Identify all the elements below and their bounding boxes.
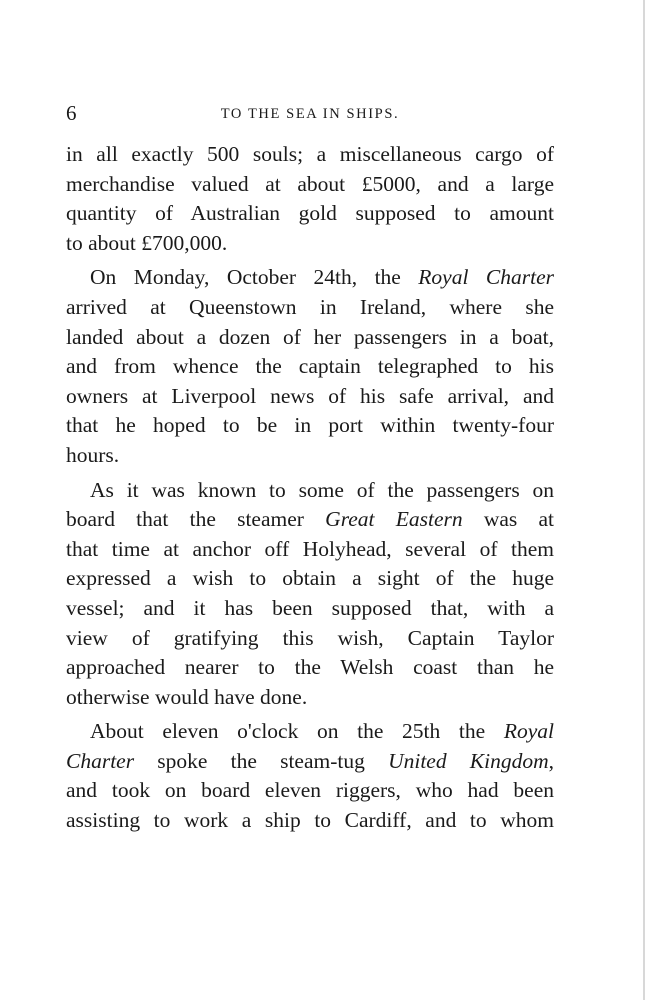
text-line: that he hoped to be in port within twenty-four <box>66 413 554 438</box>
page-header <box>66 100 554 126</box>
text-line: and took on board eleven riggers, who had been <box>66 778 554 803</box>
text-line: As it was known to some of the passengers on <box>90 477 554 502</box>
text-line: approached nearer to the Welsh coast than he <box>66 655 554 680</box>
text-line: landed about a dozen of her passengers in a boat, <box>66 324 554 349</box>
text-line: merchandise valued at about £5000, and a large <box>66 171 554 196</box>
text-line: arrived at Queenstown in Ireland, where she <box>66 294 554 319</box>
text-line: Charter spoke the steam-tug United Kingdom, <box>66 748 554 773</box>
running-head: TO THE SEA IN SHIPS. <box>220 106 400 122</box>
text-line: vessel; and it has been supposed that, with a <box>66 595 554 620</box>
text-line: and from whence the captain telegraphed to his <box>66 354 554 379</box>
text-line: On Monday, October 24th, the Royal Charter <box>90 265 554 290</box>
text-line: otherwise would have done. <box>66 684 308 709</box>
page-number: 6 <box>66 101 77 125</box>
text-line: expressed a wish to obtain a sight of the huge <box>66 566 554 591</box>
text-line: that time at anchor off Holyhead, several of them <box>66 536 554 561</box>
text-line: hours. <box>66 442 120 467</box>
text-line: assisting to work a ship to Cardiff, and to whom <box>66 808 554 833</box>
body-text <box>66 140 554 836</box>
paragraph-3 <box>66 476 554 713</box>
vessel-name: Royal Charter <box>418 265 554 290</box>
vessel-name: Royal <box>503 719 554 744</box>
paragraph-1 <box>66 140 554 258</box>
text-line: quantity of Australian gold supposed to amount <box>66 201 554 226</box>
paragraph-2 <box>66 263 554 470</box>
vessel-name: United Kingdom <box>388 748 549 773</box>
text-line: to about £700,000. <box>66 230 228 255</box>
text-line: owners at Liverpool news of his safe arrival, and <box>66 383 554 408</box>
text-line: board that the steamer Great Eastern was at <box>66 507 554 532</box>
text-line: About eleven o'clock on the 25th the Royal <box>90 719 554 744</box>
text-line: view of gratifying this wish, Captain Taylor <box>66 625 554 650</box>
vessel-name: Great Eastern <box>325 507 463 532</box>
vessel-name: Charter <box>66 748 135 773</box>
paragraph-4 <box>66 717 554 835</box>
text-line: in all exactly 500 souls; a miscellaneous cargo of <box>66 142 554 166</box>
